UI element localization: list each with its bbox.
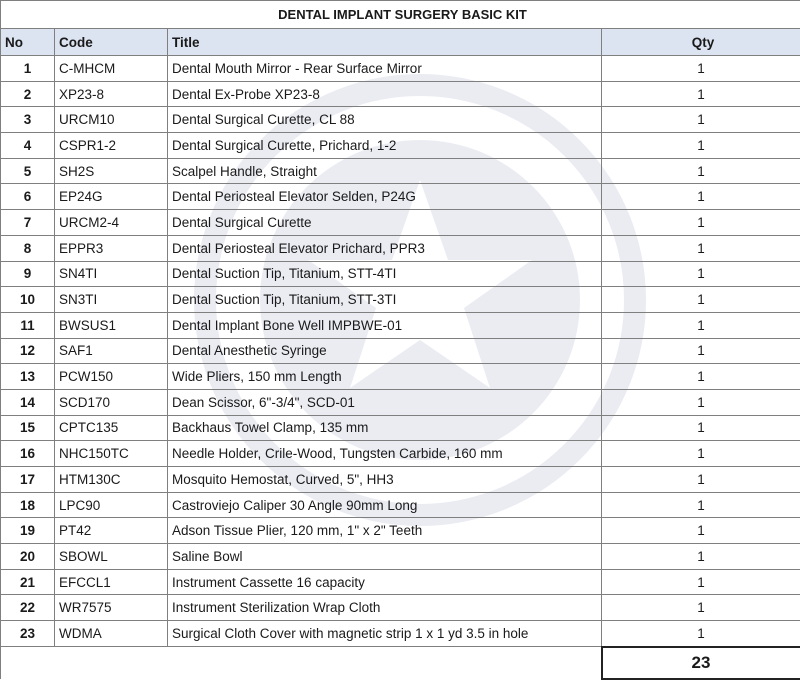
total-qty: 23 [602, 647, 800, 679]
table-row [1, 184, 800, 210]
header-row [1, 29, 800, 56]
cell-code: PT42 [55, 518, 168, 544]
col-header-title: Title [168, 29, 602, 56]
table-row [1, 415, 800, 441]
cell-code: LPC90 [55, 492, 168, 518]
table-row [1, 441, 800, 467]
kit-title: DENTAL IMPLANT SURGERY BASIC KIT [1, 1, 800, 29]
cell-title: Dental Mouth Mirror - Rear Surface Mirror [168, 56, 602, 82]
cell-no: 5 [1, 158, 55, 184]
cell-title: Dental Anesthetic Syringe [168, 338, 602, 364]
cell-title: Instrument Cassette 16 capacity [168, 569, 602, 595]
cell-no: 9 [1, 261, 55, 287]
cell-title: Castroviejo Caliper 30 Angle 90mm Long [168, 492, 602, 518]
cell-qty: 1 [602, 621, 800, 647]
cell-title: Instrument Sterilization Wrap Cloth [168, 595, 602, 621]
cell-qty: 1 [602, 441, 800, 467]
table-row [1, 158, 800, 184]
cell-code: EP24G [55, 184, 168, 210]
table-row [1, 287, 800, 313]
cell-no: 19 [1, 518, 55, 544]
cell-no: 7 [1, 210, 55, 236]
cell-no: 17 [1, 467, 55, 493]
table-row [1, 595, 800, 621]
cell-code: HTM130C [55, 467, 168, 493]
cell-qty: 1 [602, 415, 800, 441]
cell-title: Scalpel Handle, Straight [168, 158, 602, 184]
table-row [1, 312, 800, 338]
cell-code: URCM2-4 [55, 210, 168, 236]
cell-no: 15 [1, 415, 55, 441]
cell-title: Dental Periosteal Elevator Selden, P24G [168, 184, 602, 210]
table-row [1, 261, 800, 287]
cell-qty: 1 [602, 338, 800, 364]
cell-title: Surgical Cloth Cover with magnetic strip 1 x 1 yd 3.5 in hole [168, 621, 602, 647]
cell-no: 22 [1, 595, 55, 621]
cell-title: Dental Suction Tip, Titanium, STT-4TI [168, 261, 602, 287]
cell-code: SAF1 [55, 338, 168, 364]
cell-qty: 1 [602, 312, 800, 338]
cell-qty: 1 [602, 261, 800, 287]
total-blank [1, 647, 55, 679]
cell-qty: 1 [602, 389, 800, 415]
cell-title: Dean Scissor, 6"-3/4", SCD-01 [168, 389, 602, 415]
total-row [1, 647, 800, 679]
cell-no: 2 [1, 81, 55, 107]
cell-code: CSPR1-2 [55, 133, 168, 159]
total-blank [55, 647, 168, 679]
cell-no: 3 [1, 107, 55, 133]
cell-no: 6 [1, 184, 55, 210]
cell-code: SBOWL [55, 544, 168, 570]
cell-qty: 1 [602, 184, 800, 210]
table-row [1, 467, 800, 493]
cell-code: CPTC135 [55, 415, 168, 441]
cell-qty: 1 [602, 158, 800, 184]
cell-title: Needle Holder, Crile-Wood, Tungsten Carbide, 160 mm [168, 441, 602, 467]
cell-no: 18 [1, 492, 55, 518]
col-header-code: Code [55, 29, 168, 56]
cell-title: Dental Surgical Curette, CL 88 [168, 107, 602, 133]
table-row [1, 492, 800, 518]
cell-code: SN3TI [55, 287, 168, 313]
cell-title: Dental Ex-Probe XP23-8 [168, 81, 602, 107]
cell-no: 10 [1, 287, 55, 313]
table-row [1, 389, 800, 415]
table-row [1, 518, 800, 544]
cell-no: 13 [1, 364, 55, 390]
table-row [1, 569, 800, 595]
cell-no: 8 [1, 235, 55, 261]
cell-code: C-MHCM [55, 56, 168, 82]
cell-qty: 1 [602, 595, 800, 621]
col-header-no: No [1, 29, 55, 56]
cell-title: Dental Surgical Curette [168, 210, 602, 236]
cell-code: WDMA [55, 621, 168, 647]
cell-qty: 1 [602, 569, 800, 595]
cell-code: XP23-8 [55, 81, 168, 107]
cell-title: Dental Suction Tip, Titanium, STT-3TI [168, 287, 602, 313]
cell-code: NHC150TC [55, 441, 168, 467]
cell-title: Mosquito Hemostat, Curved, 5", HH3 [168, 467, 602, 493]
cell-title: Wide Pliers, 150 mm Length [168, 364, 602, 390]
cell-title: Adson Tissue Plier, 120 mm, 1" x 2" Teeth [168, 518, 602, 544]
cell-no: 23 [1, 621, 55, 647]
cell-no: 20 [1, 544, 55, 570]
cell-qty: 1 [602, 107, 800, 133]
cell-qty: 1 [602, 467, 800, 493]
cell-qty: 1 [602, 133, 800, 159]
col-header-qty: Qty [602, 29, 800, 56]
cell-code: SCD170 [55, 389, 168, 415]
table-row [1, 56, 800, 82]
cell-code: SN4TI [55, 261, 168, 287]
cell-no: 12 [1, 338, 55, 364]
table-row [1, 235, 800, 261]
cell-code: WR7575 [55, 595, 168, 621]
cell-qty: 1 [602, 287, 800, 313]
cell-qty: 1 [602, 518, 800, 544]
cell-title: Backhaus Towel Clamp, 135 mm [168, 415, 602, 441]
cell-qty: 1 [602, 235, 800, 261]
cell-code: BWSUS1 [55, 312, 168, 338]
cell-code: URCM10 [55, 107, 168, 133]
cell-title: Dental Surgical Curette, Prichard, 1-2 [168, 133, 602, 159]
total-blank [168, 647, 602, 679]
cell-no: 4 [1, 133, 55, 159]
cell-code: PCW150 [55, 364, 168, 390]
cell-qty: 1 [602, 544, 800, 570]
cell-qty: 1 [602, 364, 800, 390]
cell-no: 11 [1, 312, 55, 338]
cell-qty: 1 [602, 56, 800, 82]
cell-no: 16 [1, 441, 55, 467]
table-row [1, 544, 800, 570]
cell-code: EFCCL1 [55, 569, 168, 595]
cell-code: EPPR3 [55, 235, 168, 261]
cell-no: 14 [1, 389, 55, 415]
table-row [1, 364, 800, 390]
table-row [1, 621, 800, 647]
cell-title: Saline Bowl [168, 544, 602, 570]
cell-qty: 1 [602, 210, 800, 236]
cell-no: 1 [1, 56, 55, 82]
table-row [1, 210, 800, 236]
table-row [1, 133, 800, 159]
cell-no: 21 [1, 569, 55, 595]
table-row [1, 81, 800, 107]
table-body [1, 56, 800, 647]
table-row [1, 338, 800, 364]
cell-title: Dental Periosteal Elevator Prichard, PPR3 [168, 235, 602, 261]
cell-code: SH2S [55, 158, 168, 184]
title-row [1, 1, 800, 29]
cell-qty: 1 [602, 492, 800, 518]
cell-title: Dental Implant Bone Well IMPBWE-01 [168, 312, 602, 338]
cell-qty: 1 [602, 81, 800, 107]
table-row [1, 107, 800, 133]
